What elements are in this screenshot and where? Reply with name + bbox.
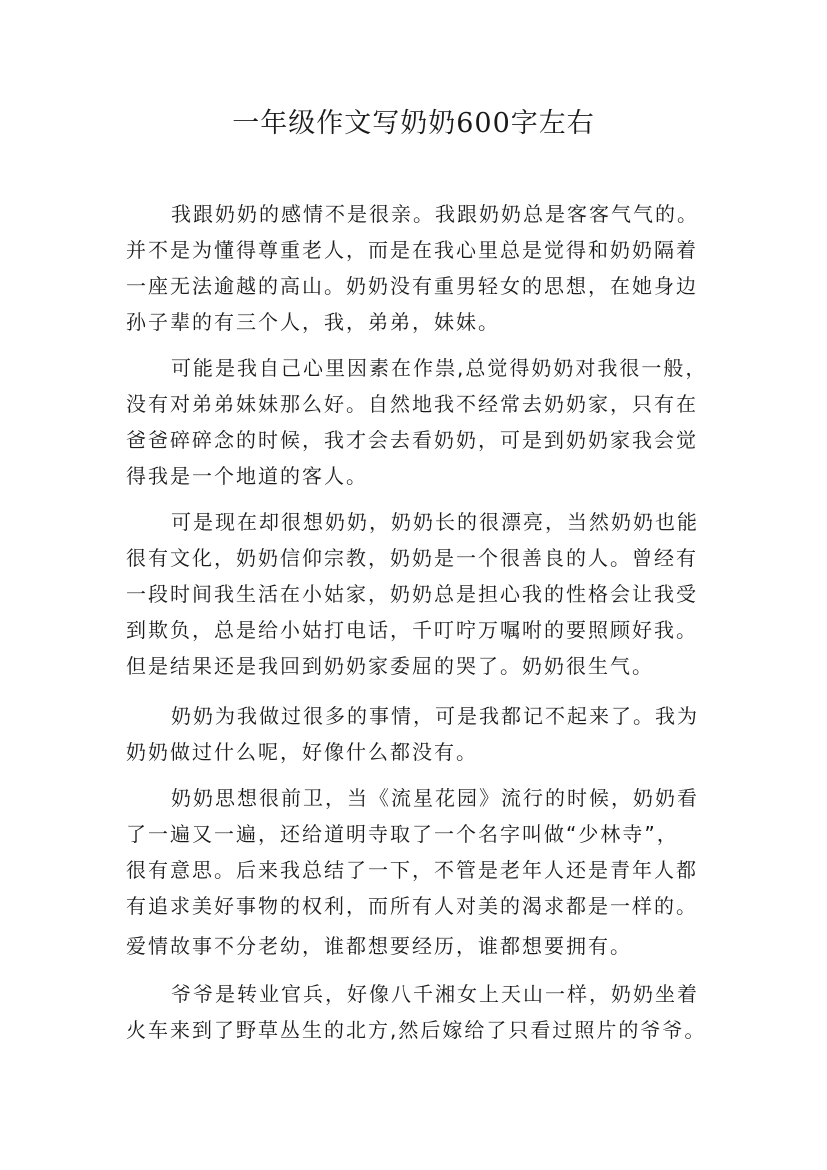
text-line: 爷爷是转业官兵，好像八千湘女上天山一样，奶奶坐着 — [171, 982, 699, 1006]
text-line: 但是结果还是我回到奶奶家委屈的哭了。奶奶很生气。 — [126, 654, 654, 678]
text-line: 有追求美好事物的权利，而所有人对美的渴求都是一样的。 — [126, 894, 698, 918]
text-line: 奶奶做过什么呢，好像什么都没有。 — [126, 740, 478, 764]
document-title: 一年级作文写奶奶600字左右 — [232, 108, 595, 139]
text-line: 爸爸碎碎念的时候，我才会去看奶奶，可是到奶奶家我会觉 — [126, 428, 698, 452]
text-line: 到欺负，总是给小姑打电话，千叮咛万嘱咐的要照顾好我。 — [126, 618, 698, 642]
text-line: 了一遍又一遍，还给道明寺取了一个名字叫做“少林寺”， — [126, 822, 679, 846]
text-line: 奶奶为我做过很多的事情，可是我都记不起来了。我为 — [171, 704, 699, 728]
text-line: 爱情故事不分老幼，谁都想要经历，谁都想要拥有。 — [126, 934, 632, 958]
text-line: 奶奶思想很前卫，当《流星花园》流行的时候，奶奶看 — [171, 786, 699, 810]
text-line: 很有文化，奶奶信仰宗教，奶奶是一个很善良的人。曾经有 — [126, 546, 698, 570]
text-line: 可是现在却很想奶奶，奶奶长的很漂亮，当然奶奶也能 — [171, 510, 699, 534]
text-line: 没有对弟弟妹妹那么好。自然地我不经常去奶奶家，只有在 — [126, 392, 698, 416]
text-line: 并不是为懂得尊重老人，而是在我心里总是觉得和奶奶隔着 — [126, 238, 698, 262]
text-line: 一段时间我生活在小姑家，奶奶总是担心我的性格会让我受 — [126, 582, 698, 606]
text-line: 火车来到了野草丛生的北方,然后嫁给了只看过照片的爷爷。 — [126, 1018, 707, 1042]
text-line: 一座无法逾越的高山。奶奶没有重男轻女的思想，在她身边 — [126, 274, 698, 298]
text-line: 孙子辈的有三个人，我，弟弟，妹妹。 — [126, 310, 500, 334]
text-line: 很有意思。后来我总结了一下，不管是老年人还是青年人都 — [126, 858, 698, 882]
text-line: 可能是我自己心里因素在作祟,总觉得奶奶对我很一般， — [171, 356, 708, 380]
text-line: 得我是一个地道的客人。 — [126, 464, 368, 488]
text-line: 我跟奶奶的感情不是很亲。我跟奶奶总是客客气气的。 — [171, 202, 699, 226]
